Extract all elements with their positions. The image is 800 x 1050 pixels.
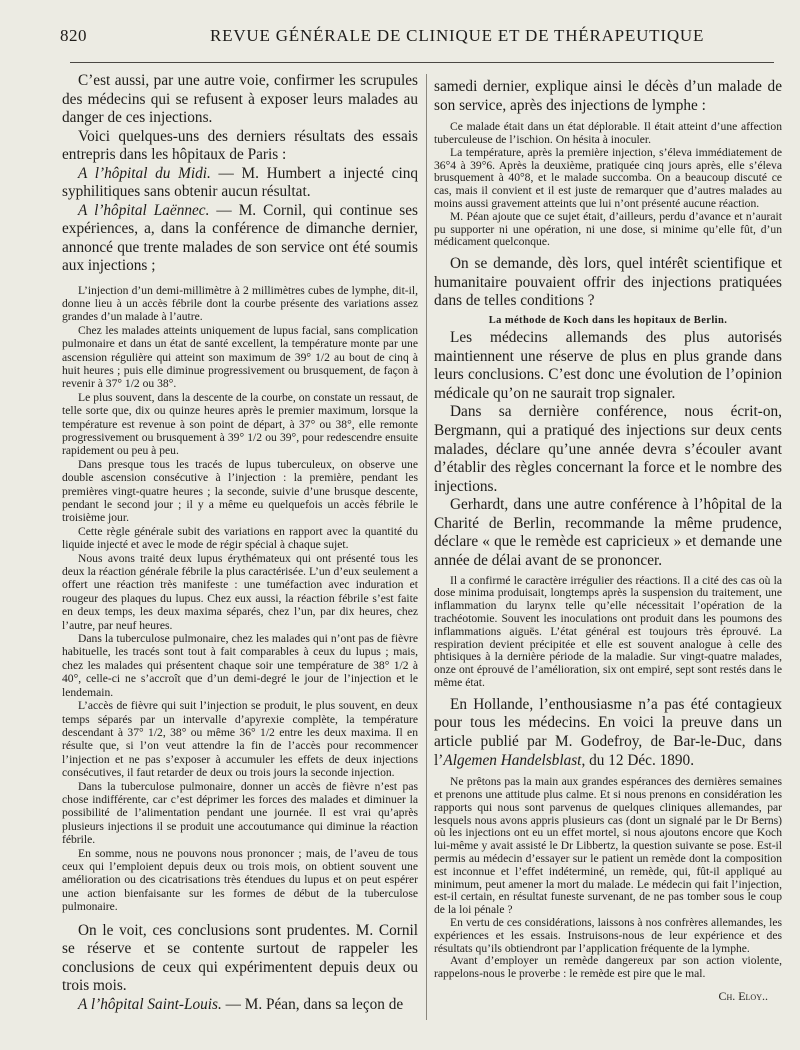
quote-paragraph: Nous avons traité deux lupus érythémateux qui ont présenté tous les deux la réaction générale fébrile la plus caractérisée. L’un d’eux seulement a offert une réaction très manifeste : une tuméfaction avec induration et rougeur des plaques du lupus. Chez eux aussi, la réaction fébrile s’est faite en deux temps, les deux maxima séparés, chez l’un, par dix heures, chez l’autre, par neuf heures. [62,551,418,632]
paragraph: A l’hôpital du Midi. — M. Humbert a injecté cinq syphilitiques sans obtenir aucun résultat. [62,164,418,200]
column-divider [426,74,427,1020]
quote-paragraph: Ne prêtons pas la main aux grandes espérances des dernières semaines et prenons une attitude plus calme. Et si nous prenons en considération les rapports qui nous sont parvenus de quelques cliniques allemandes, par lesquels nous avons appris plusieurs cas (dont un signalé par le Dr Berns) où les injections ont eu un effet mortel, si nous ajoutons encore que Koch lui-même y avait assisté le Dr Libbertz, la question suivante se pose. Est-il permis au médecin d’essayer sur le patient un remède dont la composition est inconnue et l’effet indéterminé, un remède, qui, fût-il appliqué au minimum, peut amener la mort du malade. Le médecin qui fait l’injection, est-il certain, en résultat funeste survenant, de ne pas tomber sous le coup de la loi pénale ? [434,775,782,917]
paragraph: samedi dernier, explique ainsi le décès d’un malade de son service, après des injections de lymphe : [434,78,782,114]
paragraph: A l’hôpital Laënnec. — M. Cornil, qui continue ses expériences, a, dans la conférence de dimanche dernier, annoncé que trente malades de son service ont été soumis aux injections ; [62,201,418,274]
section-lead: A l’hôpital Saint-Louis. [78,995,222,1013]
paragraph: Voici quelques-uns des derniers résultats des essais entrepris dans les hôpitaux de Paris : [62,127,418,163]
quote-paragraph: Avant d’employer un remède dangereux par son action violente, rappelons-nous le proverbe : le remède est pire que le mal. [434,954,782,981]
paragraph: A l’hôpital Saint-Louis. — M. Péan, dans sa leçon de [78,995,404,1013]
quote-paragraph: L’injection d’un demi-millimètre à 2 millimètres cubes de lymphe, dit-il, donne lieu à un accès fébrile dont la courbe présente des variations assez grandes d’un malade à l’autre. [62,283,418,324]
quote-paragraph: Dans la tuberculose pulmonaire, donner un accès de fièvre n’est pas chose indifférente, car c’est déprimer les forces des malades et diminuer la possibilité de l’alimentation pendant une journée. Il est vrai qu’après plusieurs injections il se produit une accoutumance qui diminue la réaction fébrile. [62,779,418,847]
page-number: 820 [60,26,87,45]
left-column [62,72,418,1042]
header-rule [70,62,774,63]
quote-paragraph: En vertu de ces considérations, laissons à nos confrères allemandes, les expériences et les essais. Instruisons-nous de leur expérience et des résultats qu’ils obtiendront par l’application fréquente de la lymphe. [434,915,782,955]
quote-paragraph: Il a confirmé le caractère irrégulier des réactions. Il a cité des cas où la dose minima produisait, longtemps après la suspension du traitement, une inflammation du larynx telle qu’elle nécessitait l’opération de la trachéotomie. Souvent les inoculations ont produit dans les poumons des inflammations aiguës. L’état général est toujours très éprouvé. La respiration devient précipitée et elle est souvent analogue à celle des phtisiques à la dernière période de la maladie. Sur vingt-quatre malades, onze ont éprouvé de l’amélioration, six ont empiré, sept sont restés dans le même état. [434,573,782,690]
quote-paragraph: Cette règle générale subit des variations en rapport avec la quantité du liquide injecté et avec le mode de régir spécial à chaque sujet. [62,524,418,552]
paragraph: Dans sa dernière conférence, nous écrit-on, Bergmann, qui a pratiqué des injections sur deux cents malades, déclare qu’une année devra s’écouler avant d’établir des règles concernant la force et le nombre des injections. [434,403,782,495]
quote-paragraph: Chez les malades atteints uniquement de lupus facial, sans complication pulmonaire et dans un état de santé excellent, la température monte par une ascension régulière qui atteint son maximum de 39° 1/2 au bout de cinq à huit heures ; puis elle diminue progressivement ou brusquement, de façon à revenir à 37° 1/2 ou 38°. [62,323,418,391]
paragraph: Gerhardt, dans une autre conférence à l’hôpital de la Charité de Berlin, recommande la même prudence, déclare « que le remède est capricieux » et demande une année de délai avant de se prononcer. [434,496,782,570]
paragraph: En Hollande, l’enthousiasme n’a pas été contagieux pour tous les médecins. En voici la preuve dans un article publié par M. Godefroy, de Bar-le-Duc, dans l’Algemen Handelsblast, du 12 Déc. 1890. [434,695,782,769]
author-signature: Ch. Eloy.. [718,988,768,1003]
section-lead: A l’hôpital Laënnec. [78,201,210,219]
paragraph: On se demande, dès lors, quel intérêt scientifique et humanitaire pouvaient offrir des injections pratiquées dans de telles conditions ? [434,255,782,310]
section-heading: La méthode de Koch dans les hopitaux de Berlin. [488,314,728,326]
section-lead: A l’hôpital du Midi. [78,164,211,182]
paragraph: On le voit, ces conclusions sont prudentes. M. Cornil se réserve et se contente surtout de rappeler les conclusions de ceux qui expérimentent depuis deux ou trois mois. [62,921,418,995]
journal-title: Algemen Handelsblast [443,751,582,769]
paragraph: Les médecins allemands des plus autorisés maintiennent une réserve de plus en plus grande dans leurs conclusions. C’est donc une évolution de l’opinion médicale qu’on ne saurait trop signaler. [434,328,782,402]
running-title: REVUE GÉNÉRALE DE CLINIQUE ET DE THÉRAPEUTIQUE [210,26,705,45]
quote-paragraph: En somme, nous ne pouvons nous prononcer ; mais, de l’aveu de tous ceux qui l’emploient depuis deux ou trois mois, on obtient souvent une amélioration ou des cicatrisations très étendues du lupus et on peut espérer une action bienfaisante sur les formes de début de la tuberculose pulmonaire. [62,846,418,914]
right-column [434,78,782,1042]
quote-paragraph: L’accès de fièvre qui suit l’injection se produit, le plus souvent, en deux temps séparés par un intervalle d’apyrexie complète, la température descendant à 37° 1/2, 38° ou même 36° 1/2 entre les deux maxima. Il en résulte que, si l’on veut attendre la fin de l’accès pour recommencer l’injection et ne pas s’exposer à accumuler les effets de deux injections consécutives, il faut retarder de deux ou trois jours la seconde injection. [62,699,418,780]
quote-paragraph: La température, après la première injection, s’éleva immédiatement de 36°4 à 39°6. Après la deuxième, pratiquée cinq jours après, elle s’éleva brusquement à 40°8, et le malade succomba. On a beaucoup discuté ce cas, mais il convient et il est juste de remarquer que d’autres malades au moins aussi gravement atteints que lui n’ont présenté aucune réaction. [434,145,782,210]
quote-paragraph: Dans la tuberculose pulmonaire, chez les malades qui n’ont pas de fièvre habituelle, les tracés sont tout à fait comparables à ceux du lupus ; mais, chez les malades qui présentent chaque soir une température de 38° 1/2 à 40°, celle-ci ne s’accroît que d’un demi-degré le jour de l’injection et le lendemain. [62,632,418,699]
quote-paragraph: Le plus souvent, dans la descente de la courbe, on constate un ressaut, de telle sorte que, dix ou quinze heures après le premier maximum, lorsque la température est revenue à son point de départ, à 37° ou 38°, elle remonte progressivement ou brusquement à 39° 1/2 ou 39°, pour redescendre ensuite rapidement ou peu à peu. [62,390,418,458]
quote-paragraph: Dans presque tous les tracés de lupus tuberculeux, on observe une double ascension consécutive à l’injection : la première, pendant les premières vingt-quatre heures ; la seconde, suivie d’une brusque descente, pendant le second jour ; il y a même eu quelquefois un accès fébrile le troisième jour. [62,457,418,525]
paragraph: C’est aussi, par une autre voie, confirmer les scrupules des médecins qui se refusent à exposer leurs malades au danger de ces injections. [62,72,418,126]
page-header [60,26,782,50]
quote-paragraph: M. Péan ajoute que ce sujet était, d’ailleurs, perdu d’avance et n’aurait pu supporter ni une opération, ni une dose, si minime qu’elle fût, d’un médicament quelconque. [434,209,782,249]
quote-paragraph: Ce malade était dans un état déplorable. Il était atteint d’une affection tuberculeuse de l’ischion. On hésita à inoculer. [434,120,782,146]
